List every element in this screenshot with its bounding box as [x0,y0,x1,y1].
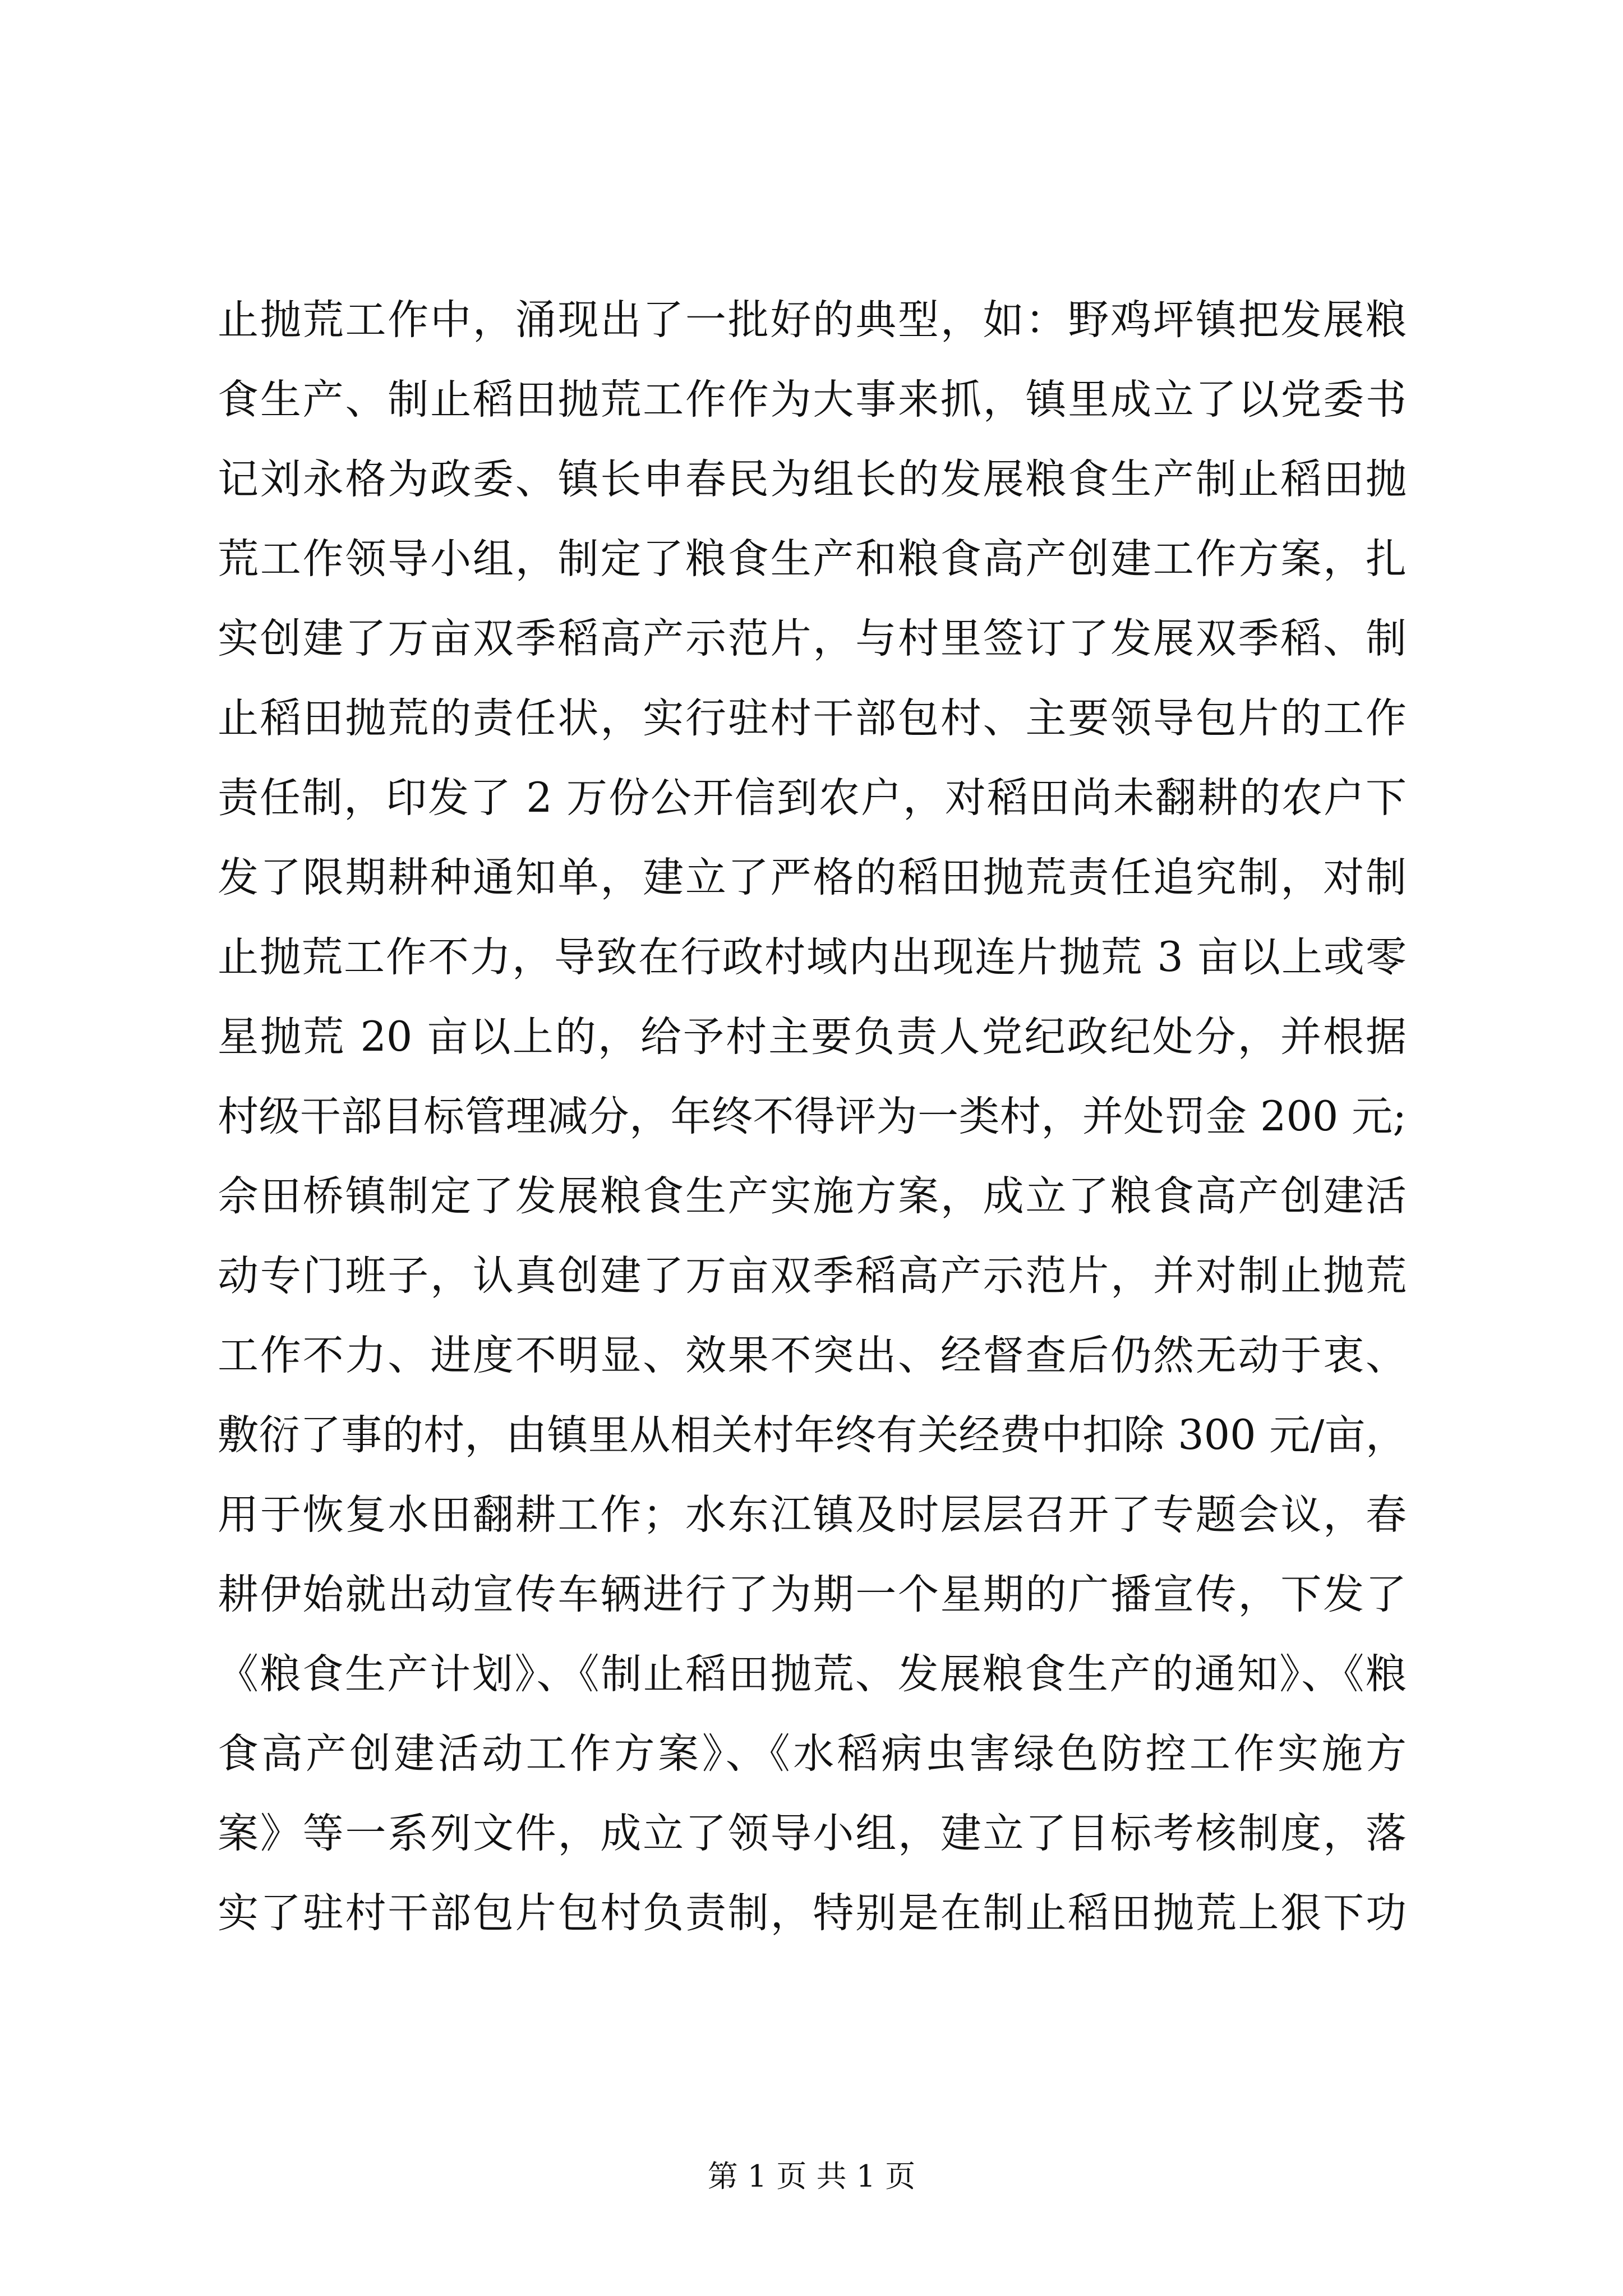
text-line: 耕伊始就出动宣传车辆进行了为期一个星期的广播宣传，下发了 [218,1571,1407,1618]
text-line: 食生产、制止稻田抛荒工作作为大事来抓，镇里成立了以党委书 [218,376,1407,424]
text-line: 食高产创建活动工作方案》、《水稻病虫害绿色防控工作实施方 [218,1730,1407,1778]
text-line: 荒工作领导小组，制定了粮食生产和粮食高产创建工作方案，扎 [218,535,1407,583]
text-line: 止抛荒工作中，涌现出了一批好的典型，如：野鸡坪镇把发展粮 [218,296,1407,344]
text-line: 发了限期耕种通知单，建立了严格的稻田抛荒责任追究制，对制 [218,854,1407,901]
body-text [218,280,1407,1953]
text-line: 工作不力、进度不明显、效果不突出、经督查后仍然无动于衷、 [218,1332,1407,1379]
page-number: 第 1 页 共 1 页 [707,2159,916,2194]
text-line: 村级干部目标管理减分，年终不得评为一类村，并处罚金 200 元; [218,1093,1407,1140]
page-footer [0,2154,1623,2199]
text-line: 责任制，印发了 2 万份公开信到农户，对稻田尚未翻耕的农户下 [218,774,1407,822]
text-line: 止抛荒工作不力，导致在行政村域内出现连片抛荒 3 亩以上或零 [218,933,1407,981]
text-line: 星抛荒 20 亩以上的，给予村主要负责人党纪政纪处分，并根据 [218,1013,1407,1061]
text-line: 实创建了万亩双季稻高产示范片，与村里签订了发展双季稻、制 [218,615,1407,662]
text-line: 动专门班子，认真创建了万亩双季稻高产示范片，并对制止抛荒 [218,1252,1407,1300]
text-line: 案》等一系列文件，成立了领导小组，建立了目标考核制度，落 [218,1810,1407,1857]
text-line: 实了驻村干部包片包村负责制，特别是在制止稻田抛荒上狠下功 [218,1889,1407,1937]
text-line: 用于恢复水田翻耕工作；水东江镇及时层层召开了专题会议，春 [218,1491,1407,1539]
text-line: 止稻田抛荒的责任状，实行驻村干部包村、主要领导包片的工作 [218,694,1407,742]
text-line: 敷衍了事的村，由镇里从相关村年终有关经费中扣除 300 元/亩， [218,1411,1407,1459]
text-line: 《粮食生产计划》、《制止稻田抛荒、发展粮食生产的通知》、《粮 [218,1650,1407,1698]
text-line: 佘田桥镇制定了发展粮食生产实施方案，成立了粮食高产创建活 [218,1172,1407,1220]
text-line: 记刘永格为政委、镇长申春民为组长的发展粮食生产制止稻田抛 [218,455,1407,503]
